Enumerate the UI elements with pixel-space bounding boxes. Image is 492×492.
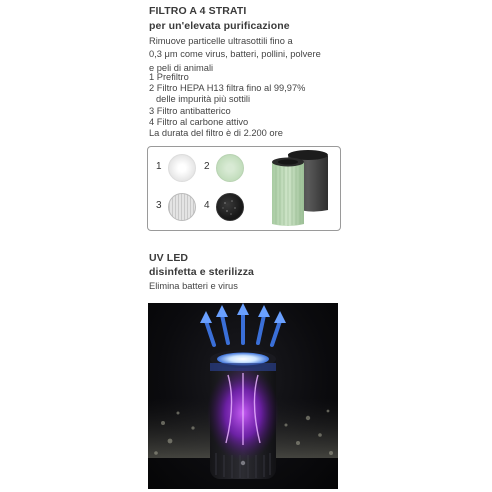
cylindrical-filter-image bbox=[248, 148, 338, 228]
uv-led-description: Elimina batteri e virus bbox=[149, 281, 238, 291]
filter-section-title: FILTRO A 4 STRATI bbox=[149, 5, 247, 17]
air-purifier-image bbox=[148, 303, 338, 489]
prefilter-mesh-icon bbox=[168, 154, 196, 182]
description-line: Rimuove particelle ultrasottili fino a bbox=[149, 36, 293, 46]
layer-item-hepa: 2 Filtro HEPA H13 filtra fino al 99,97% bbox=[149, 83, 306, 94]
description-line: 0,3 μm come virus, batteri, pollini, polvere bbox=[149, 49, 321, 60]
layer-item-carbon: 4 Filtro al carbone attivo bbox=[149, 116, 249, 127]
airflow-arrow-icon bbox=[206, 313, 280, 345]
layer-item-antibacterial: 3 Filtro antibatterico bbox=[149, 105, 231, 116]
layer-number: 1 bbox=[156, 161, 162, 172]
filter-section-subtitle: per un'elevata purificazione bbox=[149, 20, 290, 32]
layer-number: 2 bbox=[204, 161, 210, 172]
filter-layers-illustration bbox=[147, 146, 341, 231]
layer-number: 3 bbox=[156, 200, 162, 211]
uv-led-subtitle: disinfetta e sterilizza bbox=[149, 266, 254, 278]
antibacterial-filter-icon bbox=[168, 193, 196, 221]
uv-led-title: UV LED bbox=[149, 252, 189, 264]
filter-lifetime: La durata del filtro è di 2.200 ore bbox=[149, 128, 283, 139]
description-line: e peli di animali bbox=[149, 62, 214, 73]
filter-description bbox=[149, 35, 321, 75]
filter-layer-list bbox=[149, 72, 305, 139]
layer-item-hepa-detail: delle impurità più sottili bbox=[156, 94, 251, 105]
layer-item-prefilter: 1 Prefiltro bbox=[149, 72, 189, 82]
layer-number: 4 bbox=[204, 200, 210, 211]
hepa-filter-icon bbox=[216, 154, 244, 182]
carbon-filter-icon bbox=[216, 193, 244, 221]
